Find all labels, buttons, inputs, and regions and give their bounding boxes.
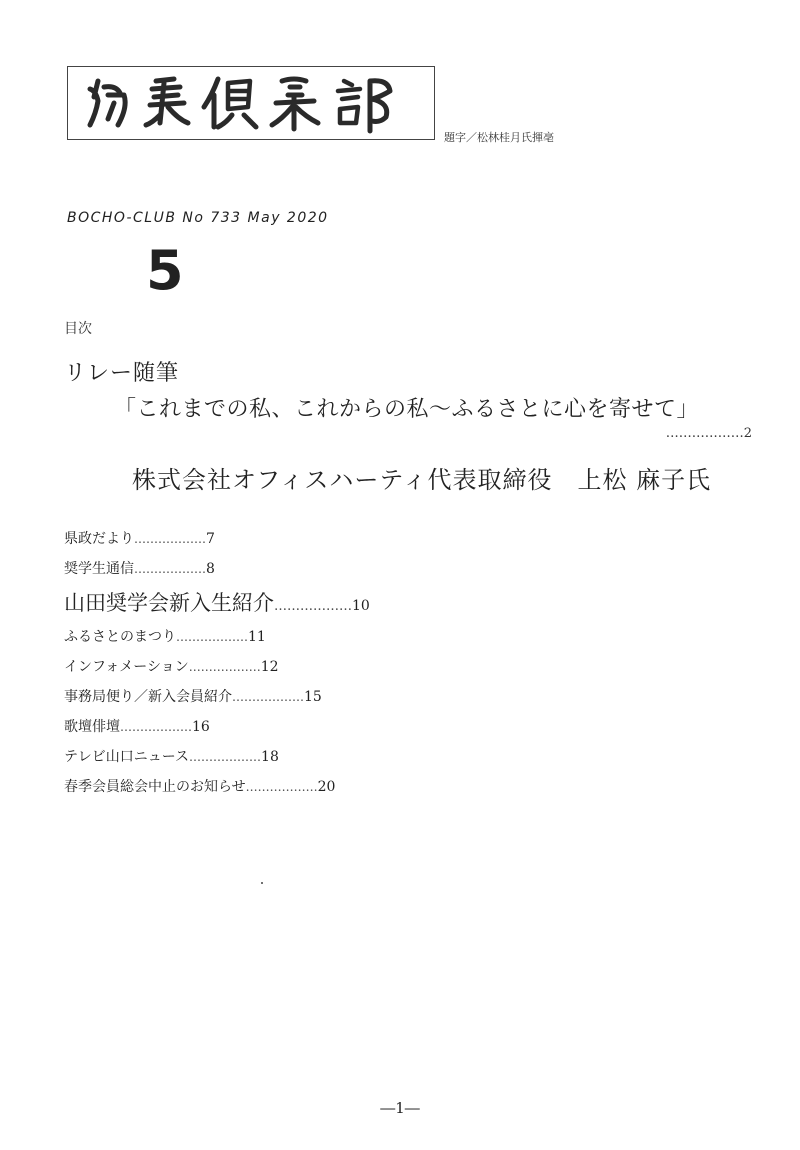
dot-leader: ……………… [176,630,248,644]
dot-leader: ……………… [232,690,304,704]
toc-entry[interactable] [64,742,370,772]
toc-entry-page: 20 [317,779,336,795]
toc-entry[interactable] [64,554,370,584]
toc-entry-page: 11 [248,629,266,645]
toc-list [64,524,370,802]
toc-entry-page: 8 [206,561,215,577]
dot-leader: ……………… [188,660,261,674]
toc-entry-page: 10 [352,598,370,614]
masthead-calligraphy-logo [68,67,434,139]
dot-leader: ……………… [245,780,318,794]
toc-entry-title: 事務局便り／新入会員紹介 [64,689,232,705]
dot-leader: ……………… [189,750,262,764]
dot-leader: ……………… [665,426,744,441]
page-number: ―1― [380,1099,420,1117]
toc-entry-title: 山田奨学会新入生紹介 [64,591,274,615]
feature-article-title: 「これまでの私、これからの私～ふるさとに心を寄せて」 [114,397,700,422]
dot-leader: ……………… [134,532,206,546]
toc-entry-page: 16 [192,719,210,735]
dot-leader: ……………… [134,562,206,576]
toc-entry[interactable] [64,584,370,622]
toc-entry[interactable] [64,524,370,554]
toc-entry-page: 7 [206,531,215,547]
feature-section-label: リレー随筆 [64,361,180,386]
toc-entry-page: 15 [304,689,322,705]
masthead [67,66,435,140]
toc-entry[interactable] [64,712,370,742]
toc-entry-title: 奨学生通信 [64,561,134,577]
dot-leader: ……………… [120,720,192,734]
toc-entry-title: ふるさとのまつり [64,629,176,645]
toc-entry-page: 18 [261,749,279,765]
toc-entry-title: 県政だより [64,531,134,547]
print-speck [261,882,263,884]
toc-entry-title: 春季会員総会中止のお知らせ [64,779,246,795]
feature-author: 株式会社オフィスハーティ代表取締役 上松 麻子氏 [132,466,712,494]
toc-entry[interactable] [64,682,370,712]
toc-heading: 目次 [64,321,92,337]
toc-entry[interactable] [64,772,370,802]
toc-entry-title: インフォメーション [64,659,189,675]
toc-entry-page: 12 [260,659,279,675]
toc-entry[interactable] [64,652,370,682]
toc-entry-title: テレビ山口ニュース [64,749,190,765]
dot-leader: ……………… [274,599,352,614]
toc-entry[interactable] [64,622,370,652]
issue-info: BOCHO-CLUB No 733 May 2020 [67,210,329,226]
feature-page-ref [666,426,752,441]
feature-page-number: 2 [743,426,752,441]
calligrapher-credit: 題字／松林桂月氏揮亳 [444,131,554,144]
toc-entry-title: 歌壇俳壇 [64,719,120,735]
issue-month-number: 5 [146,239,184,302]
